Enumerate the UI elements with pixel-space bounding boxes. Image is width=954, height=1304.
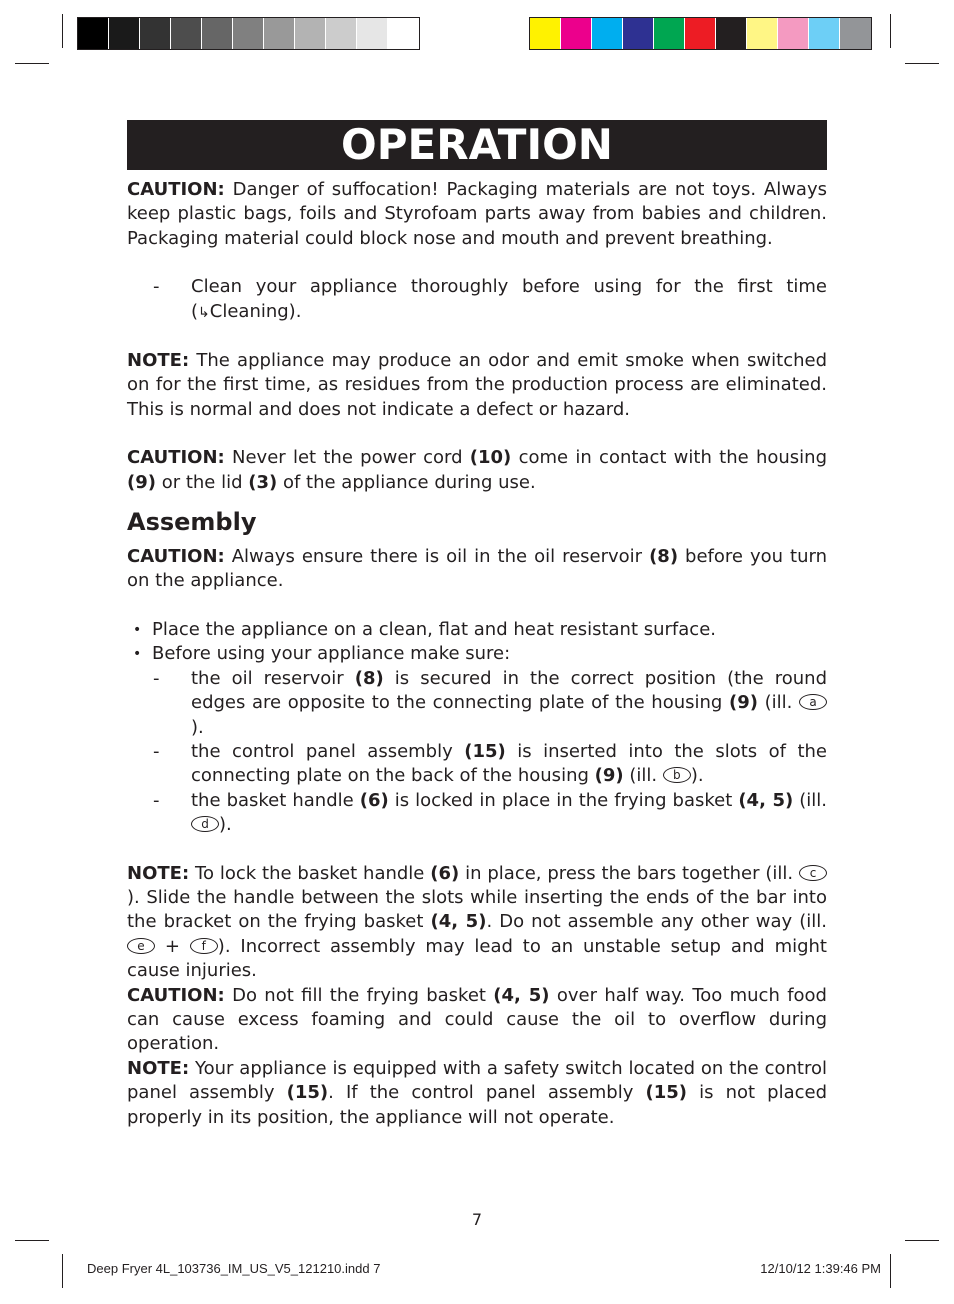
- section-heading-assembly: Assembly: [127, 508, 257, 537]
- bullet-item: • Before using your appliance make sure:: [133, 643, 511, 665]
- color-swatch: [592, 18, 623, 49]
- crop-mark: [890, 1254, 891, 1288]
- illustration-ref-icon: a: [799, 694, 827, 710]
- caution-power-cord: CAUTION: Never let the power cord (10) come in contact with the housing (9) or the lid (3) of the appliance during use.: [127, 447, 827, 493]
- color-swatch: [747, 18, 778, 49]
- color-registration-bar: [529, 17, 872, 50]
- note-basket-handle: NOTE: To lock the basket handle (6) in place, press the bars together (ill. c). Slide the handle between the slots while inserting the ends of the bar into the bracket on the frying basket (4, 5). Do not assemble any other way (ill. e + f ). Incorrect assembly may lead to an unstable setup and might cause injuries.: [127, 862, 827, 982]
- crop-mark: [15, 63, 49, 64]
- color-swatch: [809, 18, 840, 49]
- dash-item-clean: - Clean your appliance thoroughly before using for the first time (↳Cleaning).: [153, 276, 827, 322]
- caution-suffocation: CAUTION: Danger of suffocation! Packaging materials are not toys. Always keep plastic bags, foils and Styrofoam parts away from babies and children. Packaging material could block nose and mouth and prevent breathing.: [127, 179, 827, 249]
- color-swatch: [109, 18, 140, 49]
- page-number: 7: [471, 1210, 483, 1229]
- illustration-ref-icon: d: [191, 816, 219, 832]
- grayscale-registration-bar: [77, 17, 420, 50]
- color-swatch: [264, 18, 295, 49]
- crop-mark: [905, 1240, 939, 1241]
- crop-mark: [890, 14, 891, 48]
- color-swatch: [778, 18, 809, 49]
- bullet-item: • Place the appliance on a clean, flat and heat resistant surface.: [133, 618, 716, 640]
- sub-item-oil-reservoir: - the oil reservoir (8) is secured in the correct position (the round edges are opposite to the connecting plate of the housing (9) (ill. a).: [153, 667, 827, 738]
- illustration-ref-icon: f: [190, 938, 218, 954]
- crop-mark: [62, 1254, 63, 1288]
- color-swatch: [326, 18, 357, 49]
- color-swatch: [78, 18, 109, 49]
- crop-mark: [62, 14, 63, 48]
- color-swatch: [295, 18, 326, 49]
- note-safety-switch: NOTE: Your appliance is equipped with a safety switch located on the control panel assembly (15). If the control panel assembly (15) is not placed properly in its position, the appliance will not operate.: [127, 1057, 827, 1128]
- color-swatch: [654, 18, 685, 49]
- caution-oil: CAUTION: Always ensure there is oil in the oil reservoir (8) before you turn on the appliance.: [127, 546, 827, 592]
- illustration-ref-icon: b: [663, 767, 691, 783]
- crop-mark: [905, 63, 939, 64]
- crop-mark: [15, 1240, 49, 1241]
- color-swatch: [530, 18, 561, 49]
- main-content: [127, 178, 827, 1130]
- color-swatch: [202, 18, 233, 49]
- color-swatch: [388, 18, 419, 49]
- caution-fill-basket: CAUTION: Do not fill the frying basket (4, 5) over half way. Too much food can cause excess foaming and could cause the oil to overflow during operation.: [127, 984, 827, 1055]
- color-swatch: [716, 18, 747, 49]
- illustration-ref-icon: e: [127, 938, 155, 954]
- color-swatch: [623, 18, 654, 49]
- color-swatch: [357, 18, 388, 49]
- cross-reference-arrow-icon: ↳: [198, 304, 210, 321]
- color-swatch: [233, 18, 264, 49]
- color-swatch: [171, 18, 202, 49]
- color-swatch: [840, 18, 871, 49]
- color-swatch: [561, 18, 592, 49]
- footer-timestamp: 12/10/12 1:39:46 PM: [760, 1261, 881, 1276]
- illustration-ref-icon: c: [799, 865, 827, 881]
- color-swatch: [140, 18, 171, 49]
- sub-item-basket-handle: - the basket handle (6) is locked in place in the frying basket (4, 5) (ill. d ).: [153, 789, 828, 836]
- page-title: OPERATION: [127, 120, 827, 170]
- sub-item-control-panel: - the control panel assembly (15) is inserted into the slots of the connecting plate on the back of the housing (9) (ill. b ).: [153, 740, 827, 787]
- footer-filename: Deep Fryer 4L_103736_IM_US_V5_121210.indd 7: [87, 1261, 381, 1276]
- color-swatch: [685, 18, 716, 49]
- note-odor: NOTE: The appliance may produce an odor and emit smoke when switched on for the first time, as residues from the production process are eliminated. This is normal and does not indicate a defect or hazard.: [127, 350, 827, 420]
